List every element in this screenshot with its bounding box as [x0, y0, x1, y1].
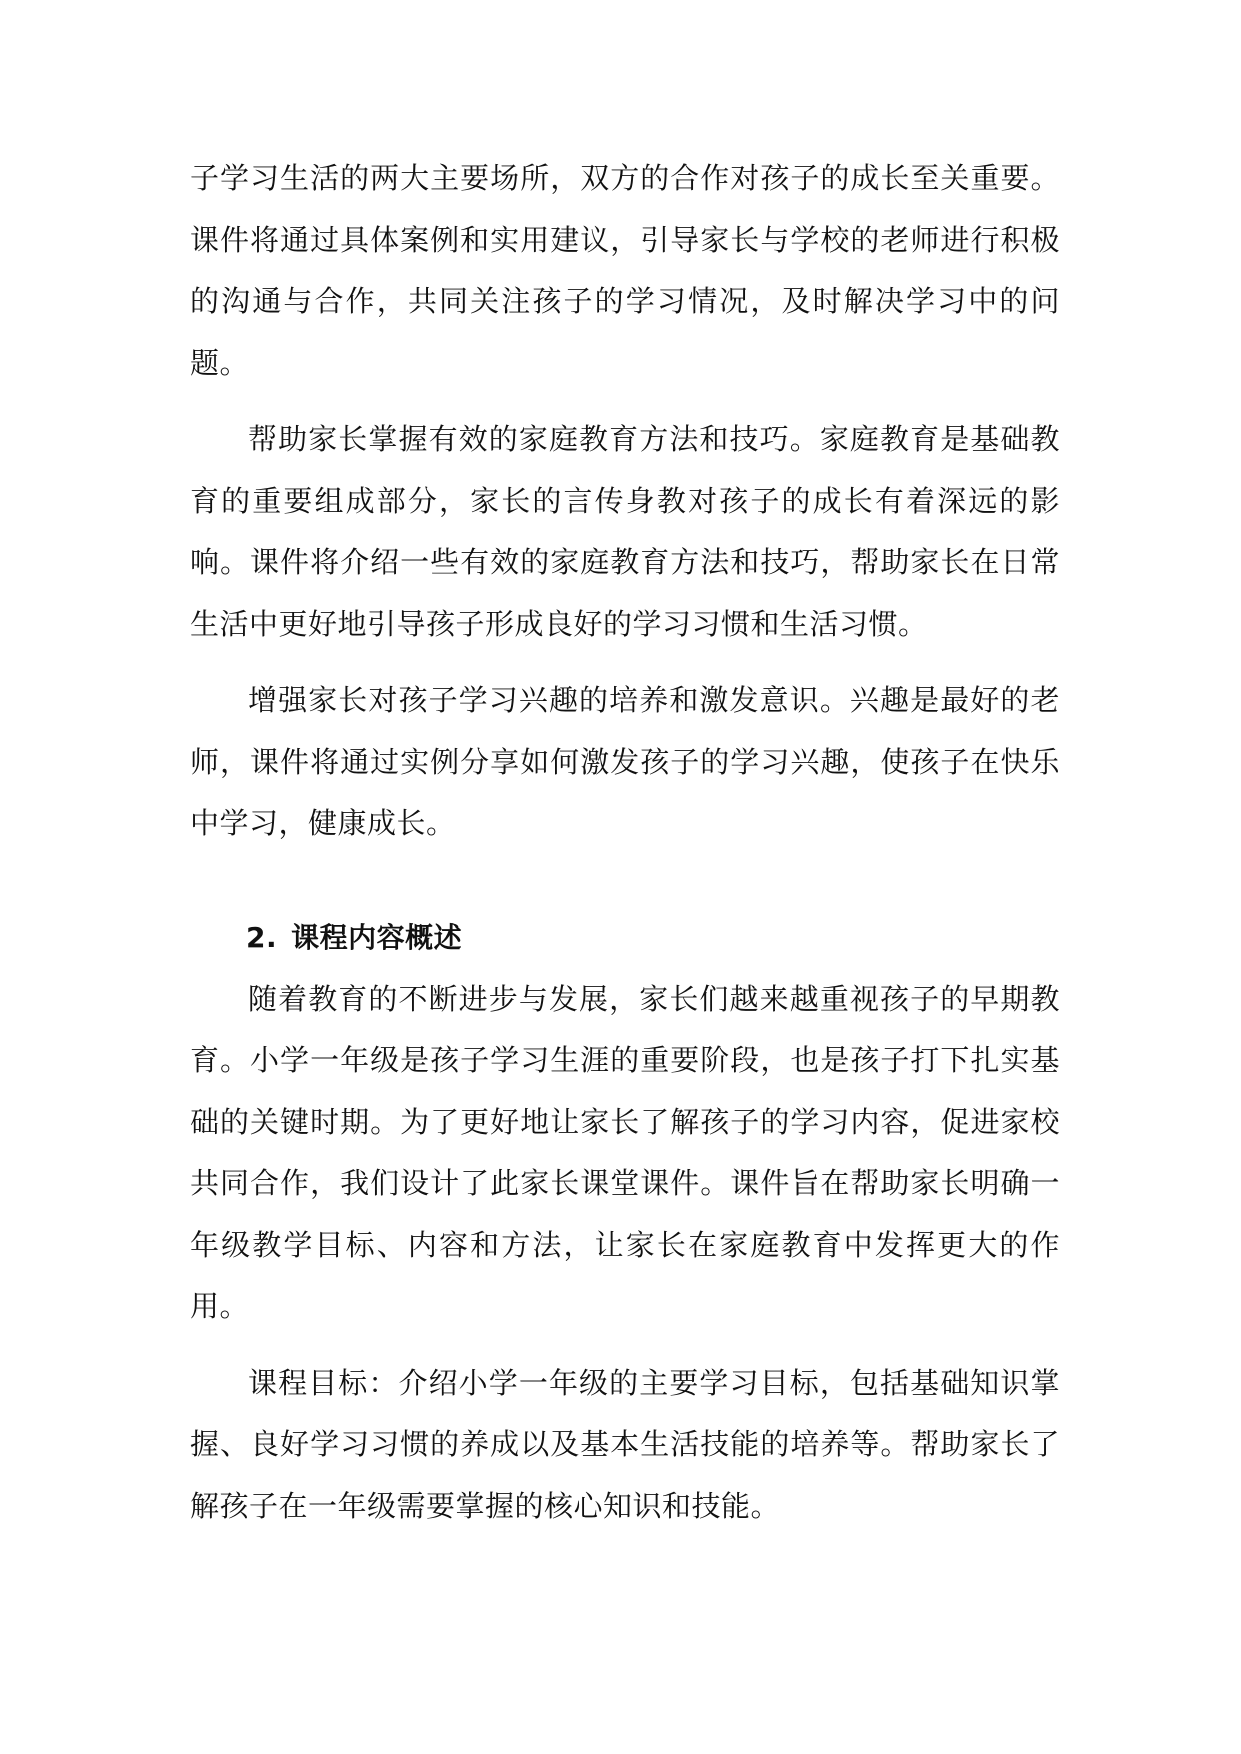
paragraph-family-education-methods: 帮助家长掌握有效的家庭教育方法和技巧。家庭教育是基础教育的重要组成部分，家长的言传身教对孩子的成长有着深远的影响。课件将介绍一些有效的家庭教育方法和技巧，帮助家长在日常生活中更好地引导孩子形成良好的学习习惯和生活习惯。	[190, 422, 1060, 641]
section-heading	[190, 907, 1060, 969]
document-body	[190, 148, 1060, 1537]
paragraph-course-overview: 随着教育的不断进步与发展，家长们越来越重视孩子的早期教育。小学一年级是孩子学习生涯的重要阶段，也是孩子打下扎实基础的关键时期。为了更好地让家长了解孩子的学习内容，促进家校共同合作，我们设计了此家长课堂课件。课件旨在帮助家长明确一年级教学目标、内容和方法，让家长在家庭教育中发挥更大的作用。	[190, 981, 1060, 1323]
paragraph-course-goals: 课程目标：介绍小学一年级的主要学习目标，包括基础知识掌握、良好学习习惯的养成以及基本生活技能的培养等。帮助家长了解孩子在一年级需要掌握的核心知识和技能。	[190, 1365, 1060, 1523]
section-title: 课程内容概述	[291, 920, 463, 954]
paragraph-cooperation: 子学习生活的两大主要场所，双方的合作对孩子的成长至关重要。课件将通过具体案例和实用建议，引导家长与学校的老师进行积极的沟通与合作，共同关注孩子的学习情况，及时解决学习中的问题。	[190, 161, 1060, 380]
section-number: 2.	[246, 920, 278, 954]
paragraph-learning-interest: 增强家长对孩子学习兴趣的培养和激发意识。兴趣是最好的老师，课件将通过实例分享如何激发孩子的学习兴趣，使孩子在快乐中学习，健康成长。	[190, 683, 1060, 840]
